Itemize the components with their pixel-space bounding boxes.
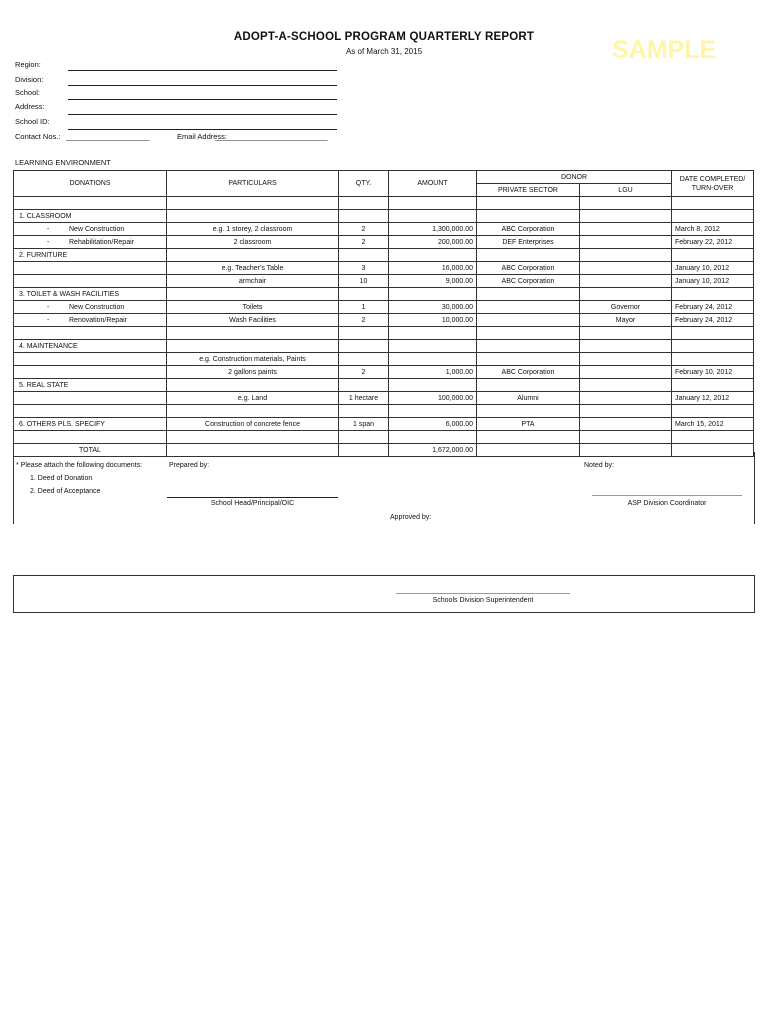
donation-cell[interactable] — [14, 275, 167, 288]
sample-watermark: SAMPLE — [612, 36, 717, 64]
donation-cell[interactable] — [14, 366, 167, 379]
amount-cell[interactable] — [389, 405, 477, 418]
particulars-cell[interactable]: e.g. Construction materials, Paints — [167, 353, 339, 366]
bullet-dash: - — [47, 238, 50, 246]
prepared-by-label: Prepared by: — [169, 462, 210, 469]
amount-cell[interactable]: 9,000.00 — [389, 275, 477, 288]
private-sector-cell[interactable] — [477, 301, 580, 314]
date-cell[interactable] — [672, 379, 754, 392]
report-date: As of March 31, 2015 — [345, 47, 423, 56]
attachment-item: 2. Deed of Acceptance — [30, 488, 101, 495]
private-sector-cell[interactable] — [477, 210, 580, 223]
region-field[interactable] — [68, 70, 337, 71]
school-head-title: School Head/Principal/OIC — [210, 500, 295, 507]
attachment-note: * Please attach the following documents: — [16, 462, 143, 469]
particulars-cell[interactable]: Construction of concrete fence — [167, 418, 339, 431]
qty-cell[interactable] — [339, 431, 389, 444]
qty-cell[interactable]: 2 — [339, 314, 389, 327]
private-sector-cell[interactable]: ABC Corporation — [477, 275, 580, 288]
table-row — [14, 366, 754, 379]
table-row — [14, 197, 754, 210]
lgu-cell[interactable] — [580, 392, 672, 405]
amount-cell[interactable]: 200,000.00 — [389, 236, 477, 249]
donation-label: Rehabilitation/Repair — [69, 238, 134, 246]
table-row — [14, 405, 754, 418]
particulars-cell[interactable]: e.g. 1 storey, 2 classroom — [167, 223, 339, 236]
lgu-cell[interactable] — [580, 418, 672, 431]
date-cell[interactable]: March 8, 2012 — [672, 223, 754, 236]
school-head-signature-line[interactable] — [167, 497, 338, 498]
particulars-cell[interactable] — [167, 405, 339, 418]
amount-cell[interactable]: 16,000.00 — [389, 262, 477, 275]
amount-cell[interactable] — [389, 288, 477, 301]
table-row — [14, 418, 754, 431]
particulars-cell[interactable] — [167, 210, 339, 223]
amount-cell[interactable]: 1,672,000.00 — [389, 444, 477, 457]
signature-section — [13, 452, 755, 524]
private-sector-cell[interactable] — [477, 327, 580, 340]
date-cell[interactable] — [672, 249, 754, 262]
particulars-cell[interactable] — [167, 327, 339, 340]
qty-cell[interactable]: 2 — [339, 236, 389, 249]
date-cell[interactable]: February 24, 2012 — [672, 314, 754, 327]
date-cell[interactable]: February 10, 2012 — [672, 366, 754, 379]
qty-cell[interactable]: 1 — [339, 301, 389, 314]
col-private-sector: PRIVATE SECTOR — [477, 184, 580, 197]
date-cell[interactable] — [672, 340, 754, 353]
lgu-cell[interactable] — [580, 275, 672, 288]
particulars-cell[interactable] — [167, 340, 339, 353]
private-sector-cell[interactable]: ABC Corporation — [477, 223, 580, 236]
lgu-cell[interactable] — [580, 366, 672, 379]
private-sector-cell[interactable] — [477, 288, 580, 301]
amount-cell[interactable] — [389, 197, 477, 210]
superintendent-title: Schools Division Superintendent — [432, 597, 534, 604]
donation-cell[interactable] — [14, 327, 167, 340]
qty-cell[interactable] — [339, 340, 389, 353]
private-sector-cell[interactable] — [477, 340, 580, 353]
amount-cell[interactable] — [389, 379, 477, 392]
lgu-cell[interactable] — [580, 210, 672, 223]
table-row — [14, 223, 754, 236]
date-cell[interactable]: January 10, 2012 — [672, 262, 754, 275]
amount-cell[interactable]: 10,000.00 — [389, 314, 477, 327]
date-cell[interactable]: January 12, 2012 — [672, 392, 754, 405]
table-row — [14, 210, 754, 223]
region-label: Region: — [15, 60, 41, 69]
noted-by-label: Noted by: — [584, 462, 614, 469]
donation-cell[interactable] — [14, 392, 167, 405]
col-donations: DONATIONS — [14, 171, 167, 197]
qty-cell[interactable]: 2 — [339, 223, 389, 236]
private-sector-cell[interactable] — [477, 314, 580, 327]
amount-cell[interactable]: 1,300,000.00 — [389, 223, 477, 236]
qty-cell[interactable]: 1 span — [339, 418, 389, 431]
date-cell[interactable] — [672, 197, 754, 210]
bullet-dash: - — [47, 225, 50, 233]
qty-cell[interactable] — [339, 379, 389, 392]
table-row — [14, 314, 754, 327]
contact-field[interactable]: ____________________ — [66, 132, 150, 141]
private-sector-cell[interactable] — [477, 405, 580, 418]
particulars-cell[interactable] — [167, 249, 339, 262]
amount-cell[interactable] — [389, 431, 477, 444]
particulars-cell[interactable]: 2 gallons paints — [167, 366, 339, 379]
bullet-dash: - — [47, 303, 50, 311]
qty-cell[interactable] — [339, 327, 389, 340]
lgu-cell[interactable] — [580, 249, 672, 262]
contact-label: Contact Nos.: — [15, 132, 61, 141]
attachment-item: 1. Deed of Donation — [30, 475, 93, 482]
table-row — [14, 262, 754, 275]
table-row — [14, 431, 754, 444]
particulars-cell[interactable]: e.g. Land — [167, 392, 339, 405]
donation-cell[interactable]: 5. REAL STATE — [14, 379, 167, 392]
private-sector-cell[interactable]: ABC Corporation — [477, 262, 580, 275]
private-sector-cell[interactable] — [477, 197, 580, 210]
address-label: Address: — [15, 102, 45, 111]
donation-label: New Construction — [69, 303, 125, 311]
table-row — [14, 236, 754, 249]
col-lgu: LGU — [580, 184, 672, 197]
lgu-cell[interactable] — [580, 288, 672, 301]
private-sector-cell[interactable]: ABC Corporation — [477, 366, 580, 379]
table-row — [14, 340, 754, 353]
amount-cell[interactable] — [389, 249, 477, 262]
col-donor: DONOR — [477, 171, 672, 184]
date-cell[interactable] — [672, 431, 754, 444]
particulars-cell[interactable]: 2 classroom — [167, 236, 339, 249]
amount-cell[interactable]: 30,000.00 — [389, 301, 477, 314]
qty-cell[interactable] — [339, 249, 389, 262]
table-row — [14, 379, 754, 392]
qty-cell[interactable] — [339, 353, 389, 366]
particulars-cell[interactable] — [167, 197, 339, 210]
date-cell[interactable]: February 22, 2012 — [672, 236, 754, 249]
date-cell[interactable] — [672, 288, 754, 301]
private-sector-cell[interactable] — [477, 431, 580, 444]
table-row — [14, 392, 754, 405]
amount-cell[interactable]: 1,000.00 — [389, 366, 477, 379]
donation-cell[interactable] — [14, 314, 167, 327]
division-field[interactable] — [68, 85, 337, 86]
date-cell[interactable] — [672, 210, 754, 223]
donations-table — [13, 170, 754, 457]
lgu-cell[interactable] — [580, 431, 672, 444]
address-field[interactable] — [68, 114, 337, 115]
school-label: School: — [15, 88, 41, 97]
private-sector-cell[interactable] — [477, 379, 580, 392]
email-label: Email Address: — [177, 132, 228, 141]
qty-cell[interactable] — [339, 210, 389, 223]
lgu-cell[interactable] — [580, 236, 672, 249]
report-title: ADOPT-A-SCHOOL PROGRAM QUARTERLY REPORT — [233, 31, 535, 43]
email-field[interactable]: ___________________________ — [215, 132, 328, 141]
date-cell[interactable] — [672, 353, 754, 366]
qty-cell[interactable]: 1 hectare — [339, 392, 389, 405]
table-row — [14, 275, 754, 288]
donation-cell[interactable] — [14, 236, 167, 249]
private-sector-cell[interactable] — [477, 249, 580, 262]
donation-cell[interactable] — [14, 197, 167, 210]
donation-cell[interactable] — [14, 431, 167, 444]
qty-cell[interactable]: 2 — [339, 366, 389, 379]
particulars-cell[interactable]: Wash Facilities — [167, 314, 339, 327]
amount-cell[interactable]: 6,000.00 — [389, 418, 477, 431]
lgu-cell[interactable] — [580, 379, 672, 392]
section-heading: LEARNING ENVIRONMENT — [15, 158, 111, 167]
private-sector-cell[interactable]: Alumni — [477, 392, 580, 405]
lgu-cell[interactable] — [580, 340, 672, 353]
table-row — [14, 249, 754, 262]
donation-cell[interactable]: 1. CLASSROOM — [14, 210, 167, 223]
donation-cell[interactable]: 4. MAINTENANCE — [14, 340, 167, 353]
coordinator-title: ASP Division Coordinator — [627, 500, 707, 507]
lgu-cell[interactable]: Governor — [580, 301, 672, 314]
qty-cell[interactable] — [339, 288, 389, 301]
approved-by-label: Approved by: — [390, 514, 432, 521]
division-label: Division: — [15, 75, 44, 84]
particulars-cell[interactable] — [167, 288, 339, 301]
school-id-label: School ID: — [15, 117, 50, 126]
col-qty: QTY. — [339, 171, 389, 197]
lgu-cell[interactable] — [580, 197, 672, 210]
col-particulars: PARTICULARS — [167, 171, 339, 197]
donation-label: New Construction — [69, 225, 125, 233]
donation-cell[interactable]: 3. TOILET & WASH FACILITIES — [14, 288, 167, 301]
date-cell[interactable] — [672, 405, 754, 418]
donation-cell[interactable] — [14, 301, 167, 314]
lgu-cell[interactable] — [580, 327, 672, 340]
coordinator-signature-line[interactable] — [592, 495, 742, 496]
particulars-cell[interactable] — [167, 379, 339, 392]
particulars-cell[interactable]: armchair — [167, 275, 339, 288]
lgu-cell[interactable] — [580, 223, 672, 236]
qty-cell[interactable] — [339, 405, 389, 418]
private-sector-cell[interactable] — [477, 353, 580, 366]
lgu-cell[interactable]: Mayor — [580, 314, 672, 327]
donation-cell[interactable]: 2. FURNITURE — [14, 249, 167, 262]
table-row — [14, 353, 754, 366]
donation-cell[interactable]: 6. OTHERS PLS. SPECIFY — [14, 418, 167, 431]
lgu-cell[interactable] — [580, 405, 672, 418]
table-row — [14, 288, 754, 301]
donation-label: Renovation/Repair — [69, 316, 127, 324]
donation-cell[interactable] — [14, 405, 167, 418]
superintendent-signature-line[interactable] — [396, 593, 570, 594]
col-amount: AMOUNT — [389, 171, 477, 197]
lgu-cell[interactable] — [580, 262, 672, 275]
donation-cell[interactable] — [14, 262, 167, 275]
col-date-completed: DATE COMPLETED/ TURN-OVER — [672, 171, 754, 197]
amount-cell[interactable] — [389, 210, 477, 223]
date-cell[interactable]: March 15, 2012 — [672, 418, 754, 431]
amount-cell[interactable] — [389, 353, 477, 366]
particulars-cell[interactable]: Toilets — [167, 301, 339, 314]
lgu-cell[interactable] — [580, 353, 672, 366]
amount-cell[interactable]: 100,000.00 — [389, 392, 477, 405]
table-row — [14, 301, 754, 314]
date-cell[interactable]: February 24, 2012 — [672, 301, 754, 314]
school-field[interactable] — [68, 99, 337, 100]
approval-box — [13, 575, 755, 613]
qty-cell[interactable]: 10 — [339, 275, 389, 288]
school-id-field[interactable] — [68, 129, 337, 130]
private-sector-cell[interactable]: PTA — [477, 418, 580, 431]
particulars-cell[interactable]: e.g. Teacher's Table — [167, 262, 339, 275]
date-cell[interactable] — [672, 327, 754, 340]
private-sector-cell[interactable]: DEF Enterprises — [477, 236, 580, 249]
particulars-cell[interactable] — [167, 431, 339, 444]
qty-cell[interactable] — [339, 197, 389, 210]
donation-cell[interactable] — [14, 353, 167, 366]
table-row — [14, 327, 754, 340]
amount-cell[interactable] — [389, 340, 477, 353]
donation-cell[interactable]: TOTAL — [14, 444, 167, 457]
qty-cell[interactable]: 3 — [339, 262, 389, 275]
amount-cell[interactable] — [389, 327, 477, 340]
date-cell[interactable]: January 10, 2012 — [672, 275, 754, 288]
bullet-dash: - — [47, 316, 50, 324]
donation-cell[interactable] — [14, 223, 167, 236]
